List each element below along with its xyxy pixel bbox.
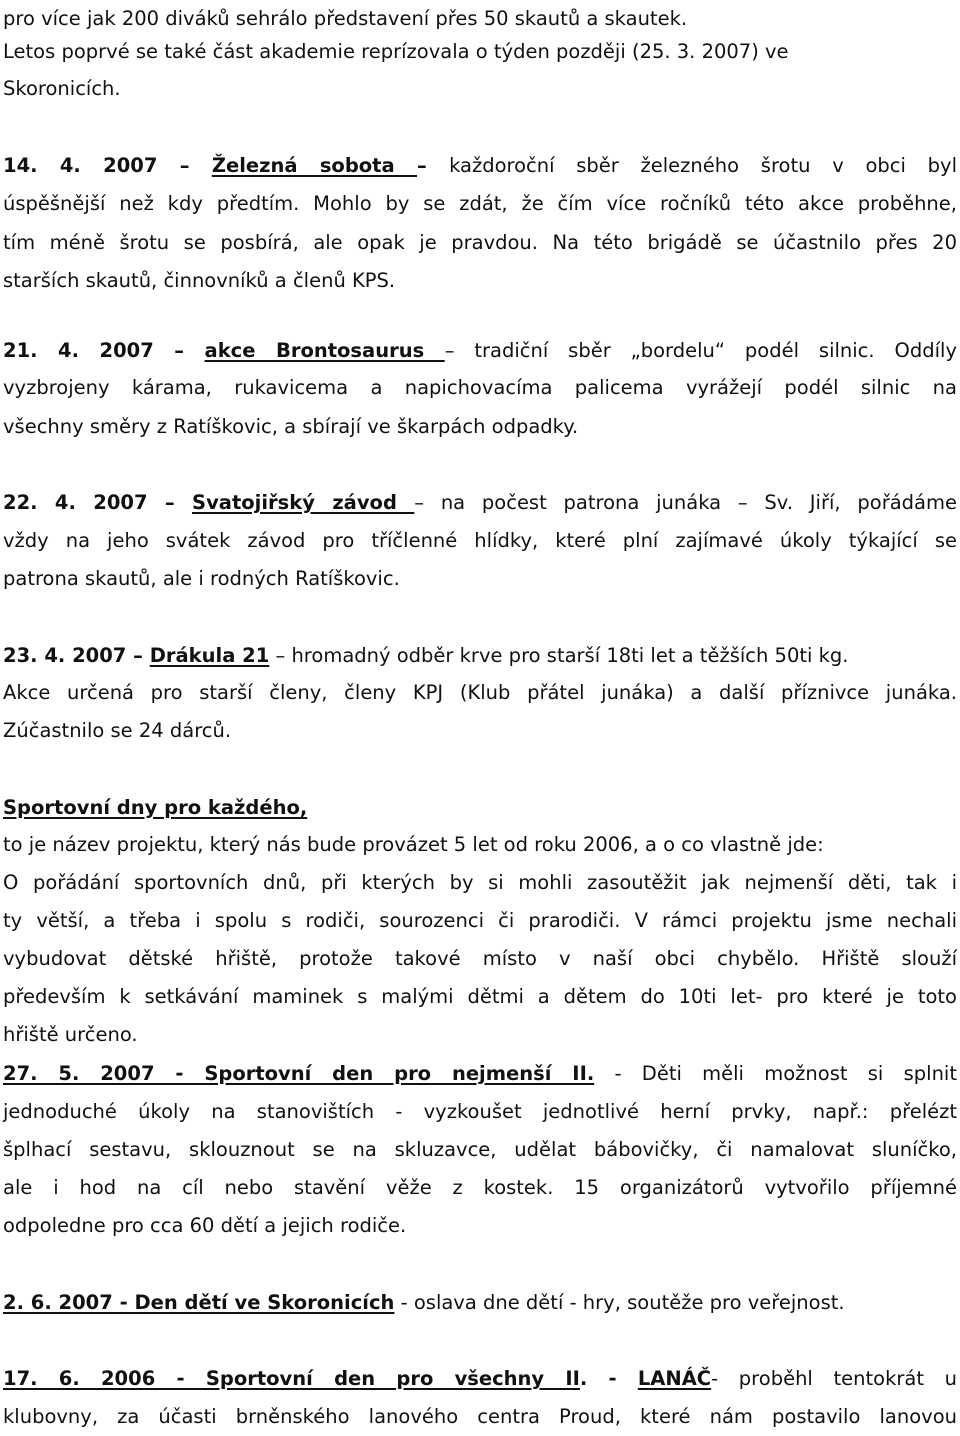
text-line: hřiště určeno. bbox=[3, 1023, 138, 1046]
event-title: 2. 6. 2007 - Den dětí ve Skoronicích bbox=[3, 1291, 395, 1314]
event-title: akce Brontosaurus bbox=[204, 339, 445, 362]
text-line: jednoduché úkoly na stanovištích - vyzkoušet jednotlivé herní prvky, např.: přelézt bbox=[3, 1100, 957, 1123]
section-heading-text: Sportovní dny pro každého, bbox=[3, 796, 308, 819]
text-line: odpoledne pro cca 60 dětí a jejich rodiče. bbox=[3, 1214, 407, 1237]
text-line: Zúčastnilo se 24 dárců. bbox=[3, 719, 232, 742]
event-date: 22. 4. 2007 – bbox=[3, 491, 193, 514]
event-title: Svatojiřský závod bbox=[192, 491, 415, 514]
event-title: Drákula 21 bbox=[149, 644, 270, 667]
text-line: Letos poprvé se také část akademie reprízovala o týden později (25. 3. 2007) ve bbox=[3, 40, 789, 63]
text-line: to je název projektu, který nás bude provázet 5 let od roku 2006, a o co vlastně jde: bbox=[3, 833, 824, 856]
text-line: Akce určená pro starší členy, členy KPJ (Klub přátel junáka) a další příznivce junáka. bbox=[3, 681, 957, 704]
text-line: O pořádání sportovních dnů, při kterých by si mohli zasoutěžit jak nejmenší děti, tak i bbox=[3, 871, 957, 894]
text-line: především k setkávání maminek s malými dětmi a dětem do 10ti let- pro které je toto bbox=[3, 985, 957, 1008]
event-description: - oslava dne dětí - hry, soutěže pro veřejnost. bbox=[394, 1291, 845, 1314]
event-title-lanac: LANÁČ bbox=[637, 1367, 712, 1390]
text-line: pro více jak 200 diváků sehrálo představení přes 50 skautů a skautek. bbox=[3, 7, 688, 30]
text-line: klubovny, za účasti brněnského lanového centra Proud, které nám postavilo lanovou bbox=[3, 1405, 957, 1428]
event-separator: . - bbox=[579, 1367, 638, 1390]
event-description: - proběhl tentokrát u bbox=[711, 1367, 957, 1390]
event-title: 17. 6. 2006 - Sportovní den pro všechny II bbox=[3, 1367, 580, 1390]
text-line: šplhací sestavu, sklouznout se na skluzavce, udělat bábovičky, či namalovat sluníčko, bbox=[3, 1138, 957, 1161]
text-line: tím méně šrotu se posbírá, ale opak je pravdou. Na této brigádě se účastnilo přes 20 bbox=[3, 231, 957, 254]
event-description: - Děti měli možnost si splnit bbox=[594, 1062, 957, 1085]
event-description: – tradiční sběr „bordelu“ podél silnic. Oddíly bbox=[444, 339, 957, 362]
event-date: 23. 4. 2007 – bbox=[3, 644, 150, 667]
event-dash: – bbox=[416, 154, 450, 177]
event-line-den-deti bbox=[3, 1284, 957, 1322]
event-date: 21. 4. 2007 – bbox=[3, 339, 205, 362]
event-title: 27. 5. 2007 - Sportovní den pro nejmenší II. bbox=[3, 1062, 595, 1085]
event-description: – na počest patrona junáka – Sv. Jiří, pořádáme bbox=[414, 491, 957, 514]
text-line: úspěšnější než kdy předtím. Mohlo by se zdát, že čím více ročníků této akce proběhne, bbox=[3, 192, 957, 215]
section-heading bbox=[3, 789, 957, 827]
text-line: Skoronicích. bbox=[3, 77, 121, 100]
event-date: 14. 4. 2007 – bbox=[3, 154, 212, 177]
event-line-brontosaurus bbox=[3, 332, 957, 370]
event-line-zelezna-sobota bbox=[3, 147, 957, 185]
event-line-drakula bbox=[3, 637, 957, 675]
event-description: – hromadný odběr krve pro starší 18ti let a těžších 50ti kg. bbox=[269, 644, 849, 667]
text-line: ale i hod na cíl nebo stavění věže z kostek. 15 organizátorů vytvořilo příjemné bbox=[3, 1176, 957, 1199]
event-description: každoroční sběr železného šrotu v obci byl bbox=[449, 154, 957, 177]
event-line-lanac bbox=[3, 1360, 957, 1398]
text-line: všechny směry z Ratíškovic, a sbírají ve škarpách odpadky. bbox=[3, 415, 579, 438]
text-line: vždy na jeho svátek závod pro tříčlenné hlídky, které plní zajímavé úkoly týkající se bbox=[3, 529, 957, 552]
event-line-sportovni-den-nejmensi bbox=[3, 1055, 957, 1093]
text-line: patrona skautů, ale i rodných Ratíškovic. bbox=[3, 567, 400, 590]
text-line: vybudovat dětské hřiště, protože takové místo v naší obci chybělo. Hřiště slouží bbox=[3, 947, 957, 970]
text-line: vyzbrojeny kárama, rukavicema a napichovacíma palicema vyrážejí podél silnic na bbox=[3, 376, 957, 399]
text-line: ty větší, a třeba i spolu s rodiči, sourozenci či prarodiči. V rámci projektu jsme nechali bbox=[3, 909, 957, 932]
event-title: Železná sobota bbox=[211, 154, 417, 177]
text-line: starších skautů, činnovníků a členů KPS. bbox=[3, 269, 396, 292]
event-line-svatojirsky-zavod bbox=[3, 484, 957, 522]
